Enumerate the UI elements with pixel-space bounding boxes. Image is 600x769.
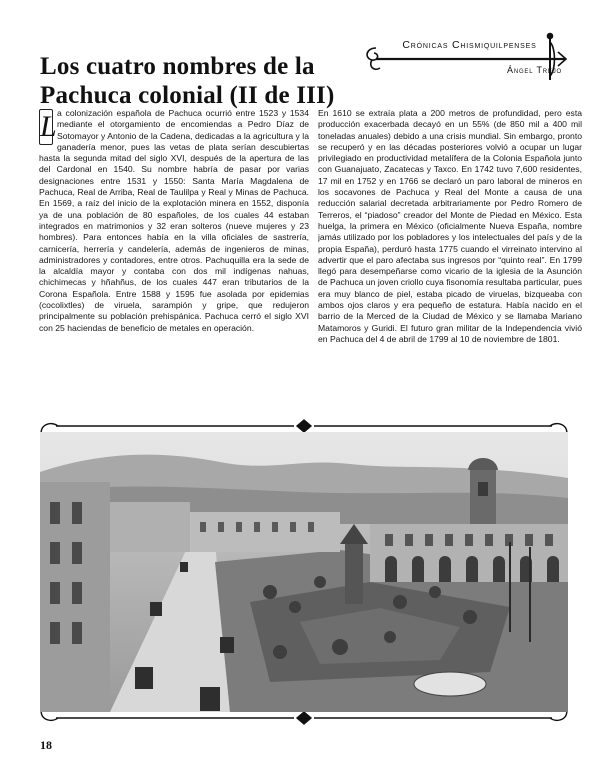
author-name: Ángel Trejo: [507, 65, 562, 75]
series-name: Crónicas Chismiquilpenses: [402, 39, 537, 51]
page-number: 18: [40, 738, 52, 752]
column-1-text: a colonización española de Pachuca ocurrió entre 1523 y 1534 mediante el otorgamiento de encomiendas a Pedro Díaz de Sotomayor y Antonio de la Cadena, dedicadas a la agricultura y la ganadería menor, pues las vetas de plata serían descubiertas hasta la segunda mitad del siglo XVI, después de la apertura de las del Cardonal en 1540. Su nombre habría de pasar por varias designaciones entre 1531 y 1550: Santa María Magdalena de Pachuca, Real de Arriba, Real de Taulilpa y Real y Minas de Pachuca. En 1569, a raíz del inicio de la explotación minera en 1552, disponía ya de una población de 80 españoles, de los cuales 44 estaban integrados en matrimonios y 32 eran solteros (nueve mujeres y 23 hombres). Para entonces había en la villa oficiales de sastrería, carnicería, herrería y candelería, además de ingenieros de minas, administradores y contadores, entre otros. Pachuquilla era la sede de la alcaldía mayor y contaba con dos mil indígenas nahuas, chichimecas y hñahñus, de los cuales 447 eran tributarios de la Corona Española. Entre 1588 y 1595 fue asolada por epidemias (cocolixtles) de viruela, sarampión y gripe, que redujeron principalmente su población prehispánica. Pachuca cerró el siglo XVI con 25 haciendas de beneficio de metales en operación.: [39, 108, 309, 333]
text-column-left: [39, 108, 309, 400]
article-title: Los cuatro nombres de la Pachuca colonial (II de III): [40, 53, 335, 109]
column-2-text: En 1610 se extraía plata a 200 metros de profundidad, pero esta producción exacerbada decayó en un 55% (de 850 mil a 400 mil toneladas anuales) debido a una crisis mundial. Sin embargo, pronto se recuperó y en las décadas posteriores volvió a ocupar un lugar privilegiado en productividad metalífera de la Colonia Española junto con Guanajuato, Zacatecas y Taxco. En 1742 tuvo 7,600 residentes, 17 mil en 1752 y en 1766 se declaró un paro laboral de mineros en los socavones de Pachuca y Real del Monte a causa de una reducción salarial decretada arbitrariamente por Pedro Romero de Terreros, el “piadoso” creador del Monte de Piedad en México. Esta huelga, la primera en México (oficialmente Nueva España, nombre jamás utilizado por los pobladores y los intelectuales del país y de la propia España), perduró hasta 1775 cuando el virreinato intervino al advertir que el paro afectaba sus ingresos por “quinto real”. En 1799 llegó para desempeñarse como vicario de la iglesia de la Asunción de Pachuca un joven criollo cuya fisonomía resultaba particular, pues era muy blanco de piel, estaba picado de viruelas, bizqueaba con ambos ojos claros y era pequeño de estatura. Había nacido en el barrio de la Merced de la Ciudad de México y se llamaba Mariano Matamoros y Guridi. El futuro gran militar de la Independencia vivió en Pachuca del 4 de abril de 1799 al 10 de noviembre de 1801.: [318, 108, 582, 344]
text-column-right: [318, 108, 582, 400]
series-header: [362, 28, 572, 82]
photo-illustration: [40, 432, 568, 712]
drop-cap: L: [40, 110, 57, 143]
photo-frame: [36, 418, 572, 726]
historic-plaza-photo: [40, 432, 568, 712]
